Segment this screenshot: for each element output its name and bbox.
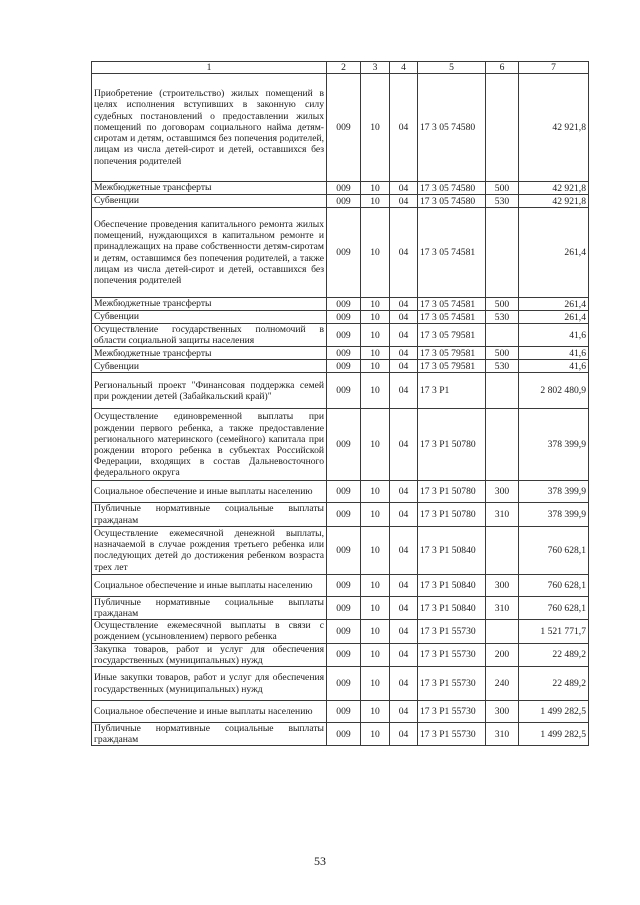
- row-amount: 2 802 480,9: [519, 373, 589, 409]
- row-grbs: 009: [327, 701, 361, 723]
- row-grbs: 009: [327, 208, 361, 298]
- row-amount: 42 921,8: [519, 195, 589, 208]
- row-subsection: 04: [390, 182, 418, 195]
- row-amount: 261,4: [519, 208, 589, 298]
- row-section: 10: [361, 182, 390, 195]
- row-name: Социальное обеспечение и иные выплаты населению: [92, 574, 327, 596]
- row-name: Субвенции: [92, 360, 327, 373]
- row-subsection: 04: [390, 373, 418, 409]
- row-section: 10: [361, 701, 390, 723]
- row-subsection: 04: [390, 481, 418, 503]
- row-target-article: 17 3 05 74580: [418, 182, 486, 195]
- row-grbs: 009: [327, 643, 361, 666]
- row-target-article: 17 3 05 79581: [418, 324, 486, 347]
- row-target-article: 17 3 P1: [418, 373, 486, 409]
- row-section: 10: [361, 643, 390, 666]
- row-name: Публичные нормативные социальные выплаты гражданам: [92, 503, 327, 526]
- row-target-article: 17 3 05 74581: [418, 208, 486, 298]
- table-row: [92, 481, 589, 503]
- row-grbs: 009: [327, 195, 361, 208]
- row-expense-type: [486, 409, 519, 481]
- row-section: 10: [361, 596, 390, 619]
- header-col-4: 4: [390, 62, 418, 74]
- header-col-1: 1: [92, 62, 327, 74]
- row-target-article: 17 3 05 74581: [418, 298, 486, 311]
- row-name: Публичные нормативные социальные выплаты гражданам: [92, 723, 327, 746]
- row-expense-type: 310: [486, 723, 519, 746]
- row-subsection: 04: [390, 723, 418, 746]
- row-grbs: 009: [327, 324, 361, 347]
- row-subsection: 04: [390, 409, 418, 481]
- row-expense-type: 500: [486, 298, 519, 311]
- row-expense-type: 500: [486, 347, 519, 360]
- row-name: Социальное обеспечение и иные выплаты населению: [92, 481, 327, 503]
- row-amount: 760 628,1: [519, 596, 589, 619]
- row-grbs: 009: [327, 526, 361, 574]
- row-subsection: 04: [390, 701, 418, 723]
- row-section: 10: [361, 360, 390, 373]
- row-target-article: 17 3 P1 50840: [418, 526, 486, 574]
- table-row: [92, 182, 589, 195]
- row-grbs: 009: [327, 409, 361, 481]
- table-row: [92, 347, 589, 360]
- table-row: [92, 409, 589, 481]
- row-subsection: 04: [390, 208, 418, 298]
- row-name: Осуществление государственных полномочий в области социальной защиты населения: [92, 324, 327, 347]
- row-name: Закупка товаров, работ и услуг для обеспечения государственных (муниципальных) нужд: [92, 643, 327, 666]
- row-target-article: 17 3 P1 55730: [418, 723, 486, 746]
- row-subsection: 04: [390, 503, 418, 526]
- row-grbs: 009: [327, 347, 361, 360]
- row-expense-type: 200: [486, 643, 519, 666]
- row-grbs: 009: [327, 373, 361, 409]
- row-grbs: 009: [327, 311, 361, 324]
- row-name: Осуществление ежемесячной выплаты в связи с рождением (усыновлением) первого ребенка: [92, 620, 327, 643]
- header-col-3: 3: [361, 62, 390, 74]
- row-subsection: 04: [390, 74, 418, 182]
- row-expense-type: [486, 620, 519, 643]
- table-row: [92, 667, 589, 701]
- row-subsection: 04: [390, 347, 418, 360]
- row-section: 10: [361, 311, 390, 324]
- row-subsection: 04: [390, 667, 418, 701]
- table-body: [92, 74, 589, 746]
- header-col-7: 7: [519, 62, 589, 74]
- row-expense-type: 530: [486, 195, 519, 208]
- row-grbs: 009: [327, 667, 361, 701]
- row-target-article: 17 3 P1 50840: [418, 574, 486, 596]
- row-expense-type: [486, 526, 519, 574]
- row-amount: 22 489,2: [519, 643, 589, 666]
- row-expense-type: 310: [486, 503, 519, 526]
- table-row: [92, 324, 589, 347]
- table-row: [92, 208, 589, 298]
- row-target-article: 17 3 P1 55730: [418, 667, 486, 701]
- table-row: [92, 360, 589, 373]
- row-section: 10: [361, 373, 390, 409]
- row-subsection: 04: [390, 360, 418, 373]
- row-grbs: 009: [327, 481, 361, 503]
- row-target-article: 17 3 P1 55730: [418, 701, 486, 723]
- row-target-article: 17 3 05 79581: [418, 360, 486, 373]
- row-grbs: 009: [327, 620, 361, 643]
- row-section: 10: [361, 574, 390, 596]
- row-grbs: 009: [327, 574, 361, 596]
- table-row: [92, 723, 589, 746]
- table-row: [92, 701, 589, 723]
- row-name: Субвенции: [92, 311, 327, 324]
- row-grbs: 009: [327, 298, 361, 311]
- row-amount: 22 489,2: [519, 667, 589, 701]
- row-target-article: 17 3 P1 50840: [418, 596, 486, 619]
- row-amount: 1 499 282,5: [519, 701, 589, 723]
- row-name: Региональный проект "Финансовая поддержка семей при рождении детей (Забайкальский край)": [92, 373, 327, 409]
- row-section: 10: [361, 74, 390, 182]
- row-name: Межбюджетные трансферты: [92, 298, 327, 311]
- row-section: 10: [361, 298, 390, 311]
- row-section: 10: [361, 723, 390, 746]
- row-amount: 41,6: [519, 324, 589, 347]
- row-grbs: 009: [327, 503, 361, 526]
- row-amount: 1 521 771,7: [519, 620, 589, 643]
- row-amount: 760 628,1: [519, 574, 589, 596]
- row-amount: 42 921,8: [519, 182, 589, 195]
- row-grbs: 009: [327, 74, 361, 182]
- table-row: [92, 503, 589, 526]
- row-section: 10: [361, 409, 390, 481]
- row-subsection: 04: [390, 195, 418, 208]
- row-amount: 760 628,1: [519, 526, 589, 574]
- table-row: [92, 298, 589, 311]
- row-target-article: 17 3 05 79581: [418, 347, 486, 360]
- row-target-article: 17 3 P1 55730: [418, 643, 486, 666]
- row-subsection: 04: [390, 311, 418, 324]
- row-amount: 378 399,9: [519, 481, 589, 503]
- row-section: 10: [361, 208, 390, 298]
- table-row: [92, 596, 589, 619]
- table-row: [92, 620, 589, 643]
- row-section: 10: [361, 503, 390, 526]
- row-expense-type: [486, 373, 519, 409]
- row-expense-type: [486, 324, 519, 347]
- header-row: [92, 62, 589, 74]
- row-section: 10: [361, 347, 390, 360]
- row-amount: 42 921,8: [519, 74, 589, 182]
- row-target-article: 17 3 P1 50780: [418, 481, 486, 503]
- row-amount: 261,4: [519, 311, 589, 324]
- row-expense-type: 310: [486, 596, 519, 619]
- header-col-5: 5: [418, 62, 486, 74]
- row-target-article: 17 3 P1 55730: [418, 620, 486, 643]
- row-name: Приобретение (строительство) жилых помещений в целях исполнения вступивших в законную силу судебных постановлений о предоставлении жилых помещений по договорам социального найма детям-сиротам и детям, оставшимся без попечения родителей, лицам из числа детей-сирот и детей, оставшихся без попечения родителей: [92, 74, 327, 182]
- row-expense-type: 500: [486, 182, 519, 195]
- row-grbs: 009: [327, 596, 361, 619]
- row-subsection: 04: [390, 643, 418, 666]
- row-expense-type: 300: [486, 574, 519, 596]
- table-row: [92, 311, 589, 324]
- row-amount: 378 399,9: [519, 503, 589, 526]
- page-number: 53: [314, 854, 326, 868]
- row-target-article: 17 3 P1 50780: [418, 503, 486, 526]
- row-target-article: 17 3 P1 50780: [418, 409, 486, 481]
- row-grbs: 009: [327, 182, 361, 195]
- row-section: 10: [361, 481, 390, 503]
- table-row: [92, 643, 589, 666]
- row-expense-type: 300: [486, 481, 519, 503]
- table-row: [92, 74, 589, 182]
- row-amount: 378 399,9: [519, 409, 589, 481]
- row-name: Обеспечение проведения капитального ремонта жилых помещений, нуждающихся в капитальном ремонте и принадлежащих на праве собственности детям-сиротам и детям, оставшимся без попечения родителей, а также лицам из числа детей-сирот и детей, оставшихся без попечения родителей: [92, 208, 327, 298]
- row-subsection: 04: [390, 298, 418, 311]
- row-grbs: 009: [327, 360, 361, 373]
- row-amount: 1 499 282,5: [519, 723, 589, 746]
- row-section: 10: [361, 667, 390, 701]
- row-name: Осуществление ежемесячной денежной выплаты, назначаемой в случае рождения третьего ребенка или последующих детей до достижения ребенком возраста трех лет: [92, 526, 327, 574]
- row-expense-type: 530: [486, 311, 519, 324]
- header-col-2: 2: [327, 62, 361, 74]
- row-name: Публичные нормативные социальные выплаты гражданам: [92, 596, 327, 619]
- row-subsection: 04: [390, 324, 418, 347]
- row-name: Субвенции: [92, 195, 327, 208]
- header-col-6: 6: [486, 62, 519, 74]
- table-row: [92, 195, 589, 208]
- table-row: [92, 373, 589, 409]
- row-subsection: 04: [390, 574, 418, 596]
- row-expense-type: [486, 208, 519, 298]
- row-name: Межбюджетные трансферты: [92, 182, 327, 195]
- row-target-article: 17 3 05 74581: [418, 311, 486, 324]
- row-amount: 41,6: [519, 360, 589, 373]
- row-subsection: 04: [390, 620, 418, 643]
- row-section: 10: [361, 526, 390, 574]
- row-name: Осуществление единовременной выплаты при рождении первого ребенка, а также предоставление регионального материнского (семейного) капитала при рождении второго ребенка в субъектах Российской Федерации, входящих в состав Дальневосточного федерального округа: [92, 409, 327, 481]
- row-name: Иные закупки товаров, работ и услуг для обеспечения государственных (муниципальных) нужд: [92, 667, 327, 701]
- row-section: 10: [361, 324, 390, 347]
- row-section: 10: [361, 195, 390, 208]
- table-row: [92, 526, 589, 574]
- row-target-article: 17 3 05 74580: [418, 74, 486, 182]
- row-name: Социальное обеспечение и иные выплаты населению: [92, 701, 327, 723]
- row-expense-type: 240: [486, 667, 519, 701]
- row-expense-type: [486, 74, 519, 182]
- row-expense-type: 530: [486, 360, 519, 373]
- budget-table: [91, 61, 589, 746]
- row-section: 10: [361, 620, 390, 643]
- row-name: Межбюджетные трансферты: [92, 347, 327, 360]
- row-expense-type: 300: [486, 701, 519, 723]
- row-amount: 261,4: [519, 298, 589, 311]
- row-target-article: 17 3 05 74580: [418, 195, 486, 208]
- row-subsection: 04: [390, 596, 418, 619]
- row-amount: 41,6: [519, 347, 589, 360]
- row-subsection: 04: [390, 526, 418, 574]
- table-row: [92, 574, 589, 596]
- row-grbs: 009: [327, 723, 361, 746]
